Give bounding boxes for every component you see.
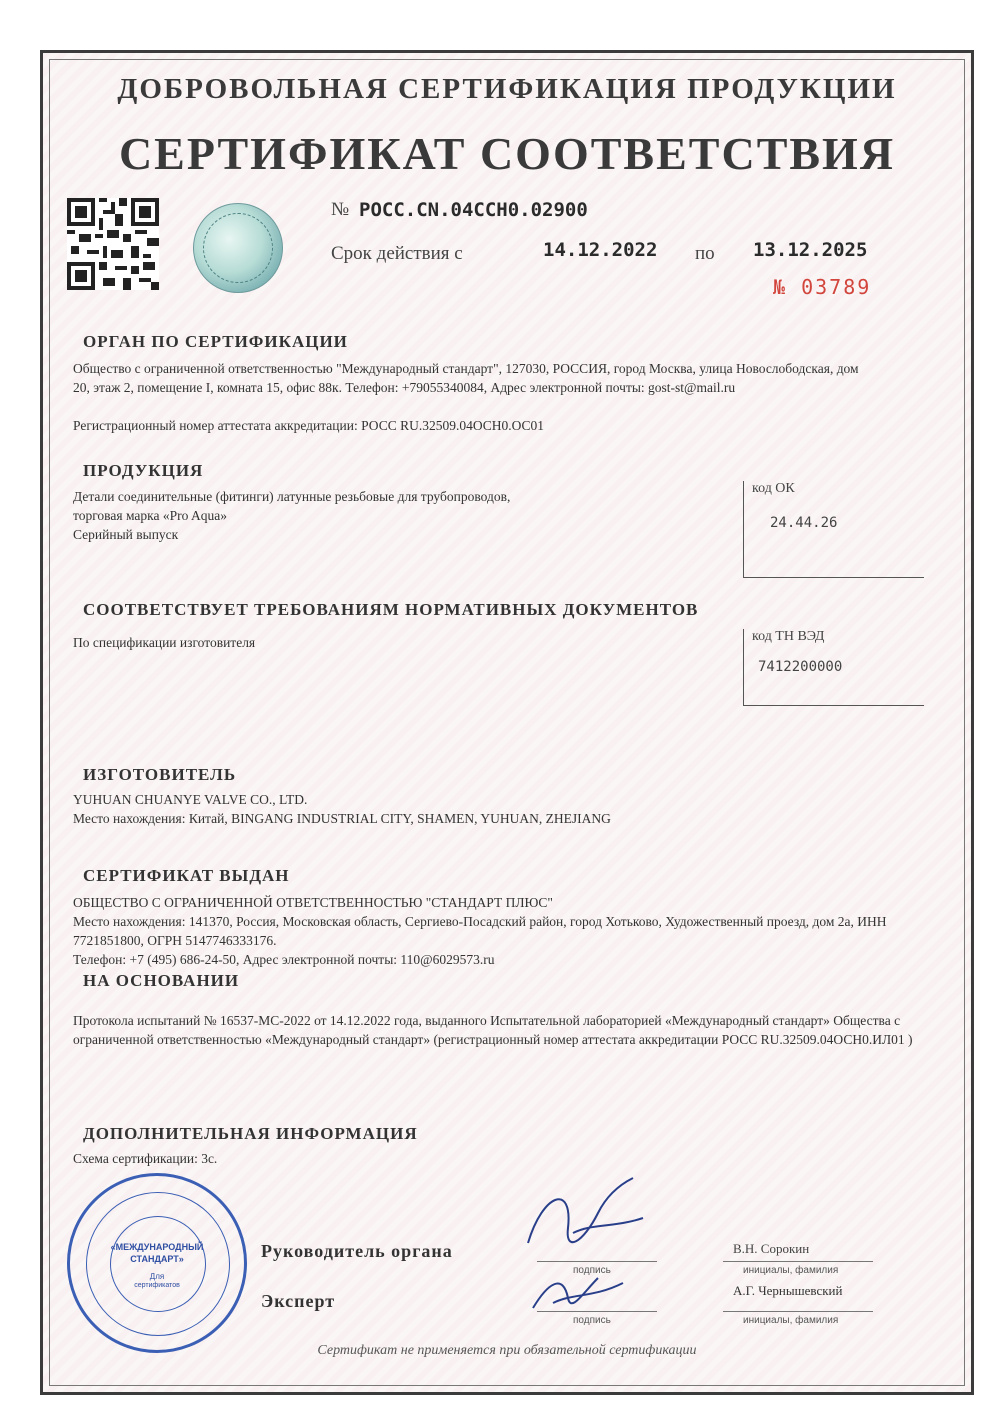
certificate-number: РОСС.CN.04ССН0.02900 [359, 199, 588, 221]
date-from: 14.12.2022 [543, 239, 658, 261]
expert-label: Эксперт [261, 1291, 336, 1311]
organ-heading: ОРГАН ПО СЕРТИФИКАЦИИ [83, 332, 348, 351]
accreditation-reg: Регистрационный номер аттестата аккредитации: РОСС RU.32509.04ОСН0.ОС01 [73, 418, 545, 433]
issued-name: ОБЩЕСТВО С ОГРАНИЧЕННОЙ ОТВЕТСТВЕННОСТЬЮ "СТАНДАРТ ПЛЮС" [73, 895, 553, 910]
product-line-1: Детали соединительные (фитинги) латунные резьбовые для трубопроводов, [73, 489, 511, 504]
seal-line-1: «МЕЖДУНАРОДНЫЙ [110, 1242, 204, 1252]
number-sign: № [331, 199, 350, 220]
expert-name: А.Г. Чернышевский [733, 1283, 843, 1298]
organ-text: Общество с ограниченной ответственностью "Международный стандарт", 127030, РОССИЯ, город Москва, улица Новослободская, дом 20, этаж 2, помещение I, комната 15, офис 88к. Телефон: +79055340084, Адрес электронной почты: gost-st@mail.ru [73, 361, 859, 395]
issued-heading: СЕРТИФИКАТ ВЫДАН [83, 866, 290, 885]
product-line-3: Серийный выпуск [73, 527, 179, 542]
manufacturer-heading: ИЗГОТОВИТЕЛЬ [83, 765, 237, 784]
basis-text: Протокола испытаний № 16537-МС-2022 от 14.12.2022 года, выданного Испытательной лабораторией «Международный стандарт» Общества с ограниченной ответственностью «Международный стандарт» (регистрационный номер аттестата аккредитации РОСС RU.32509.04ОСН0.ИЛ01 ) [73, 1013, 913, 1047]
tnved-code-value: 7412200000 [758, 659, 843, 675]
seal-line-3: Для [149, 1272, 165, 1281]
product-heading: ПРОДУКЦИЯ [83, 461, 204, 480]
conforms-heading: СООТВЕТСТВУЕТ ТРЕБОВАНИЯМ НОРМАТИВНЫХ ДОКУМЕНТОВ [83, 600, 699, 619]
tnved-code-box [743, 629, 924, 706]
head-name-line [723, 1261, 873, 1262]
product-line-2: торговая марка «Pro Aqua» [73, 508, 227, 523]
head-name-caption: инициалы, фамилия [743, 1265, 839, 1276]
conforms-text: По спецификации изготовителя [73, 635, 256, 650]
organization-seal-icon [67, 1173, 247, 1353]
issued-contacts: Телефон: +7 (495) 686-24-50, Адрес электронной почты: 110@6029573.ru [73, 952, 495, 967]
certificate-sheet [40, 50, 974, 1395]
footer-note: Сертификат не применяется при обязательной сертификации [317, 1343, 697, 1358]
additional-text: Схема сертификации: 3с. [73, 1151, 218, 1166]
seal-line-2: СТАНДАРТ» [130, 1254, 184, 1264]
hologram-emblem-icon [193, 203, 283, 293]
expert-name-line [723, 1311, 873, 1312]
manufacturer-address: Место нахождения: Китай, BINGANG INDUSTRIAL CITY, SHAMEN, YUHUAN, ZHEJIANG [73, 811, 611, 826]
validity-label: Срок действия с [331, 243, 463, 264]
expert-sign-caption: подпись [573, 1315, 611, 1326]
ok-code-value: 24.44.26 [770, 515, 838, 531]
certificate-title: СЕРТИФИКАТ СООТВЕТСТВИЯ [118, 128, 896, 179]
tnved-code-label: код ТН ВЭД [752, 629, 825, 644]
expert-name-caption: инициалы, фамилия [743, 1315, 839, 1326]
to-label: по [695, 243, 715, 264]
qr-code-icon [67, 198, 159, 290]
ok-code-box [743, 481, 924, 578]
expert-signature-icon [523, 1253, 643, 1323]
issued-address: Место нахождения: 141370, Россия, Московская область, Сергиево-Посадский район, город Хотьково, Художественный проезд, дом 2а, ИНН 7721851800, ОГРН 5147746333176. [73, 914, 887, 948]
voluntary-certification-heading: ДОБРОВОЛЬНАЯ СЕРТИФИКАЦИЯ ПРОДУКЦИИ [117, 73, 897, 105]
head-sign-caption: подпись [573, 1265, 611, 1276]
additional-heading: ДОПОЛНИТЕЛЬНАЯ ИНФОРМАЦИЯ [83, 1124, 418, 1143]
head-name: В.Н. Сорокин [733, 1241, 810, 1256]
head-label: Руководитель органа [261, 1241, 453, 1261]
ok-code-label: код ОК [752, 481, 795, 496]
serial-number: № 03789 [773, 275, 872, 299]
date-to: 13.12.2025 [753, 239, 868, 261]
manufacturer-name: YUHUAN CHUANYE VALVE CO., LTD. [73, 792, 308, 807]
basis-heading: НА ОСНОВАНИИ [83, 971, 240, 990]
seal-line-4: сертификатов [134, 1282, 180, 1289]
